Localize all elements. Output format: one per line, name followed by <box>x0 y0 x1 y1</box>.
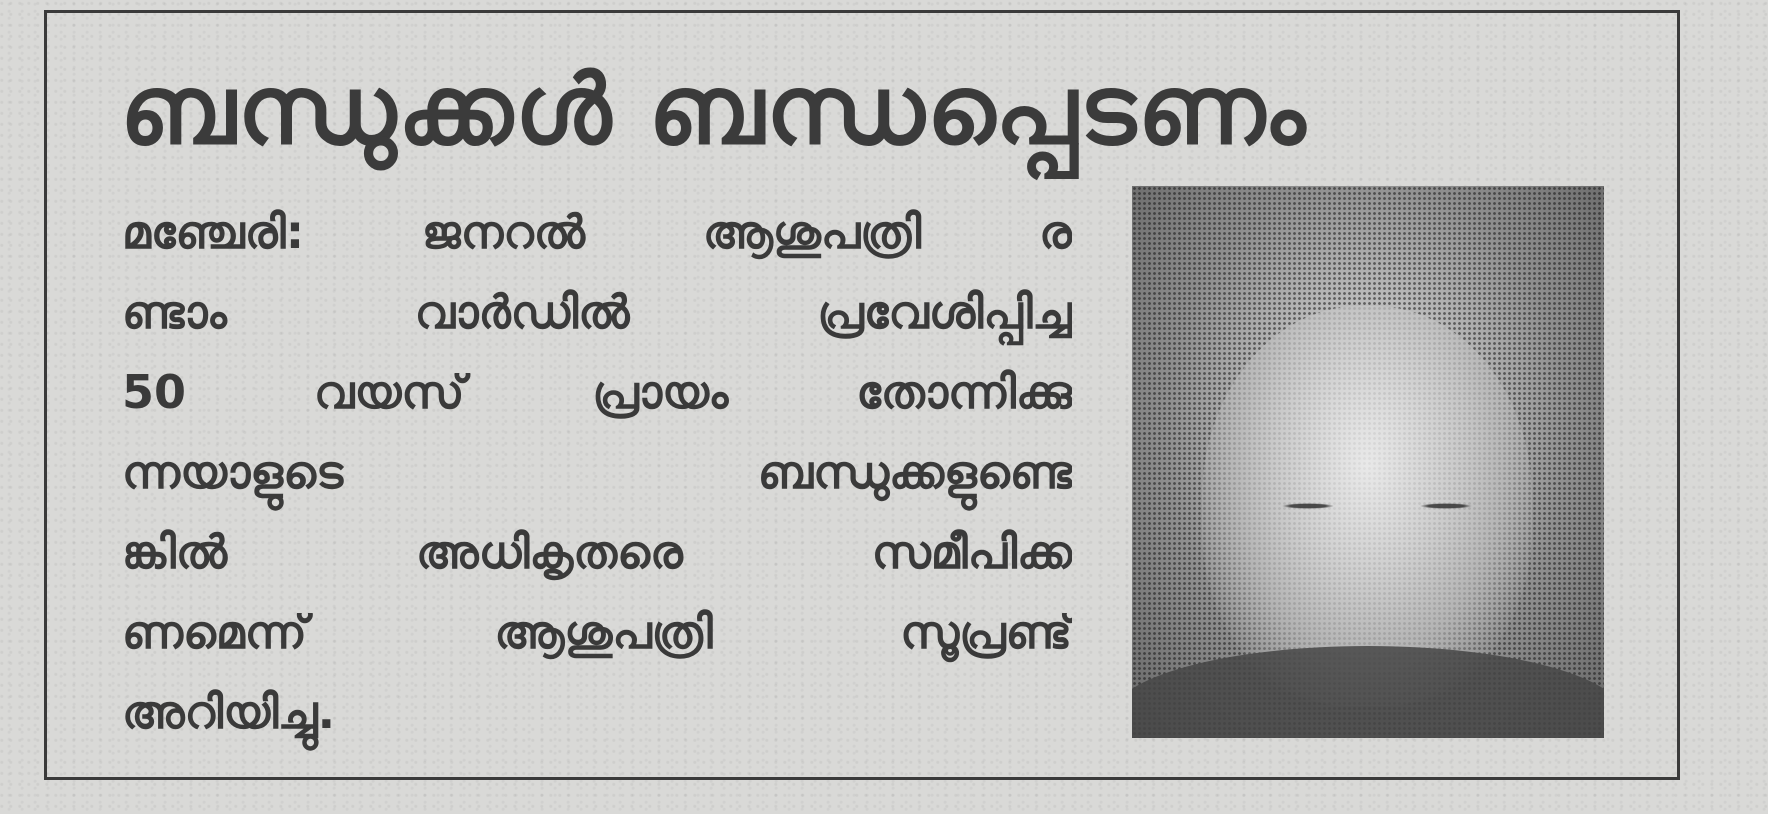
body-line-last: അറിയിച്ചു. <box>122 685 336 739</box>
article-headline: ബന്ധുക്കൾ ബന്ധപ്പെടണം <box>120 54 1308 166</box>
shoulders-shape <box>1132 646 1604 738</box>
article-body <box>122 192 1072 752</box>
body-line: ണ്ടാം വാർഡിൽ പ്രവേശിപ്പിച്ച <box>122 285 1072 339</box>
body-line: ന്നയാളുടെ ബന്ധുക്കളുണ്ടെ <box>122 445 1072 499</box>
body-line: 50 വയസ് പ്രായം തോന്നിക്കു <box>122 365 1072 419</box>
eyes-shape <box>1262 486 1492 526</box>
person-photo-icon <box>1132 186 1604 738</box>
body-line: ണമെന്ന് ആശുപത്രി സൂപ്രണ്ട് <box>122 605 1072 659</box>
body-line: മഞ്ചേരി: ജനറൽ ആശുപത്രി ര <box>122 205 1072 259</box>
body-line: ങ്കിൽ അധികൃതരെ സമീപിക്ക <box>122 525 1072 579</box>
